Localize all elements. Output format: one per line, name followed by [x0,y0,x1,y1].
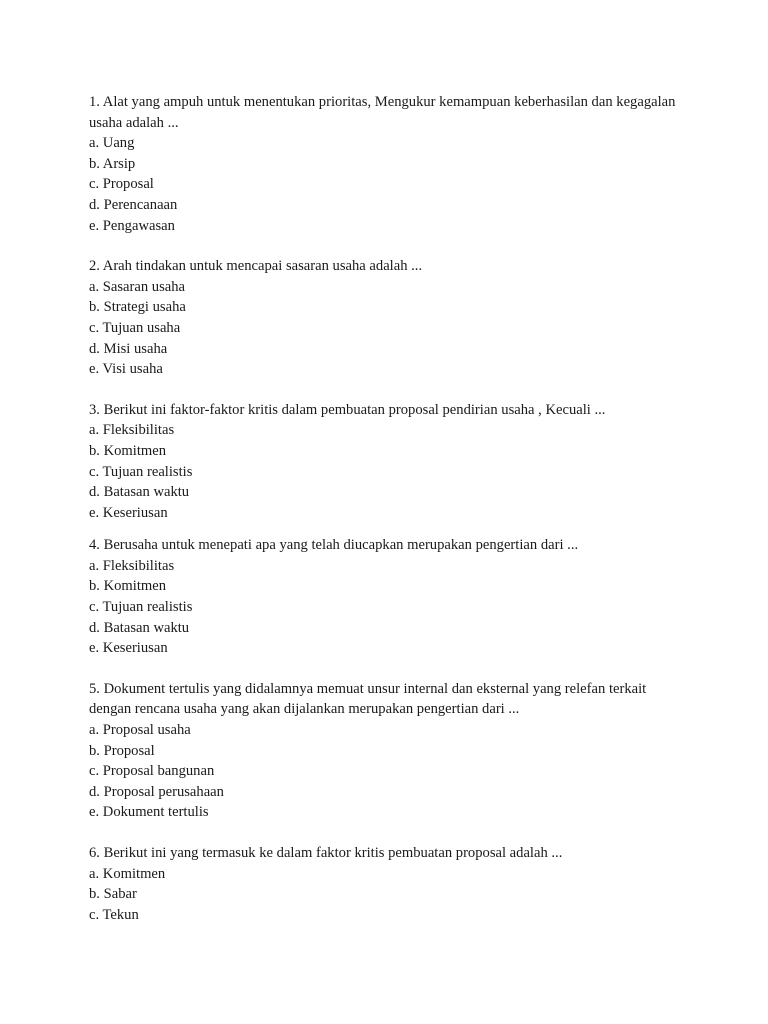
option-b: b. Strategi usaha [89,299,186,316]
option-d: d. Proposal perusahaan [89,783,224,800]
option-a: a. Komitmen [89,865,166,882]
option-c: c. Tujuan usaha [89,319,181,336]
question-text: 2. Arah tindakan untuk mencapai sasaran usaha adalah ... [89,258,423,275]
option-a: a. Uang [89,135,135,152]
option-c: c. Proposal [89,176,154,193]
question-5 [89,679,679,823]
option-e: e. Visi usaha [89,361,163,378]
question-text: 3. Berikut ini faktor-faktor kritis dalam pembuatan proposal pendirian usaha , Kecuali ... [89,401,606,418]
option-b: b. Komitmen [89,578,167,595]
option-e: e. Keseriusan [89,504,168,521]
question-1 [89,92,679,236]
question-4 [89,535,679,659]
option-e: e. Dokument tertulis [89,804,209,821]
option-b: b. Sabar [89,886,137,903]
question-3 [89,400,679,524]
option-e: e. Keseriusan [89,640,168,657]
option-a: a. Fleksibilitas [89,422,175,439]
question-text: 1. Alat yang ampuh untuk menentukan prioritas, Mengukur kemampuan keberhasilan dan kegagalan usaha adalah ... [89,94,676,131]
option-b: b. Proposal [89,742,155,759]
option-a: a. Fleksibilitas [89,557,175,574]
question-text: 4. Berusaha untuk menepati apa yang telah diucapkan merupakan pengertian dari ... [89,537,579,554]
option-a: a. Sasaran usaha [89,278,186,295]
option-e: e. Pengawasan [89,217,175,234]
question-2 [89,256,679,380]
document-page [89,92,679,925]
option-c: c. Tujuan realistis [89,599,193,616]
option-c: c. Tekun [89,906,139,923]
option-c: c. Proposal bangunan [89,763,215,780]
option-d: d. Perencanaan [89,196,178,213]
option-b: b. Komitmen [89,442,167,459]
question-text: 5. Dokument tertulis yang didalamnya memuat unsur internal dan eksternal yang relefan terkait dengan rencana usaha yang akan dijalankan merupakan pengertian dari ... [89,680,647,718]
question-text: 6. Berikut ini yang termasuk ke dalam faktor kritis pembuatan proposal adalah ... [89,845,563,861]
option-d: d. Batasan waktu [89,484,190,501]
option-b: b. Arsip [89,155,136,172]
option-c: c. Tujuan realistis [89,463,193,480]
option-d: d. Misi usaha [89,340,168,357]
option-d: d. Batasan waktu [89,619,190,636]
question-6 [89,843,679,925]
option-a: a. Proposal usaha [89,722,191,739]
